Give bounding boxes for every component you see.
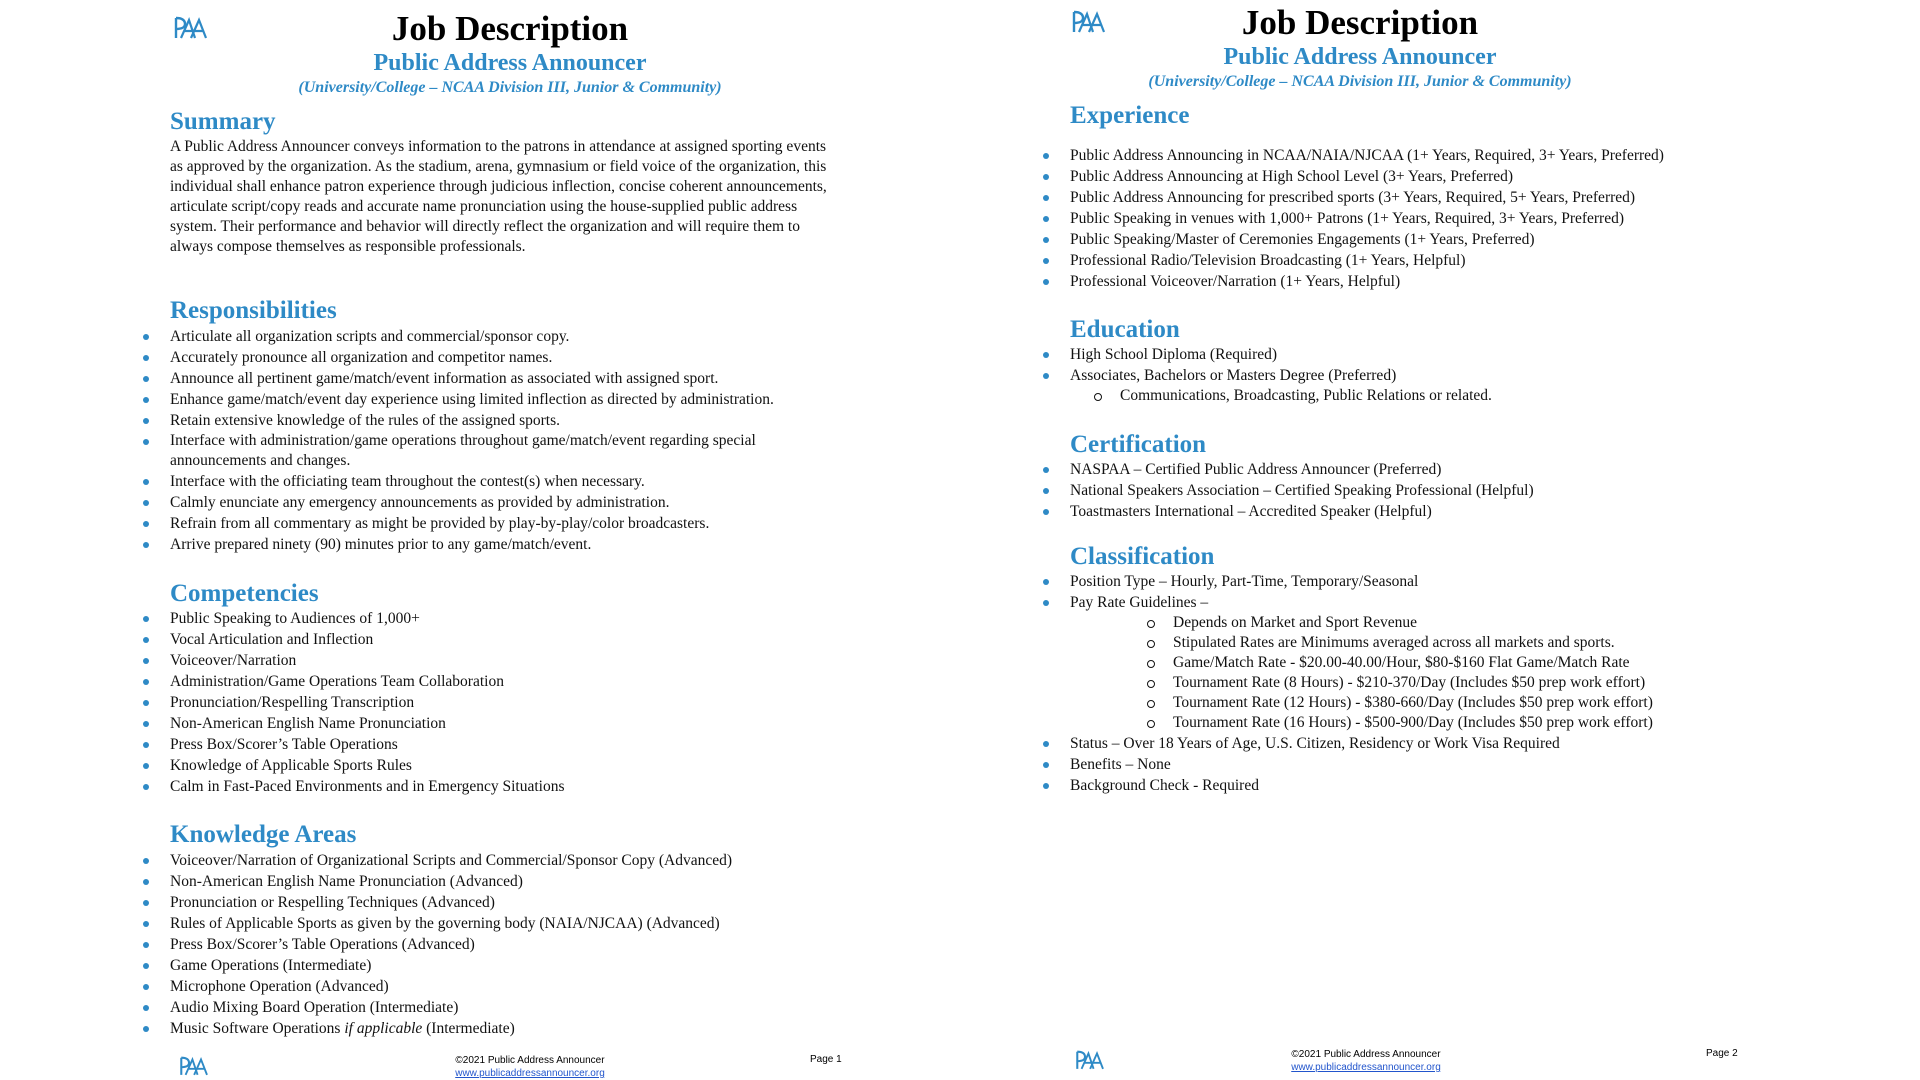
bullet-icon	[1043, 579, 1049, 585]
sub-list-item: Tournament Rate (12 Hours) - $380-660/Day (Includes $50 prep work effort)	[1173, 693, 1830, 713]
list-item: Public Address Announcing for prescribed sports (3+ Years, Required, 5+ Years, Preferred)	[1070, 187, 1830, 208]
page-number: Page 2	[1706, 1048, 1738, 1059]
section-title-classification: Classification	[1070, 543, 1215, 570]
list-item: Knowledge of Applicable Sports Rules	[170, 755, 860, 776]
bullet-icon	[143, 658, 149, 664]
bullet-icon	[1043, 762, 1049, 768]
list-item: Enhance game/match/event day experience using limited inflection as directed by administration.	[170, 389, 860, 410]
paa-footer-logo-icon	[1072, 1050, 1110, 1074]
education-sub-list	[1120, 386, 1830, 406]
bullet-icon	[1043, 237, 1049, 243]
list-item: Public Speaking to Audiences of 1,000+	[170, 608, 860, 629]
list-item: Audio Mixing Board Operation (Intermediate)	[170, 997, 870, 1018]
certification-list	[1070, 459, 1830, 522]
bullet-icon	[143, 376, 149, 382]
list-item: Pay Rate Guidelines – Depends on Market and Sport Revenue Stipulated Rates are Minimums averaged across all markets and sports. Game/Match Rate - $20.00-40.00/Hour, $80-$160 Flat Game/Match Rate Tournament Rate (8 Hours) - $210-370/Day (Includes $50 prep work effort) Tournament Rate (12 Hours) - $380-660/Day (Includes $50 prep work effort) Tournament Rate (16 Hours) - $500-900/Day (Includes $50 prep work effort)	[1070, 592, 1830, 733]
list-item: Microphone Operation (Advanced)	[170, 976, 870, 997]
website-link[interactable]: www.publicaddressannouncer.org	[455, 1068, 605, 1079]
bullet-icon	[1043, 488, 1049, 494]
summary-text: A Public Address Announcer conveys information to the patrons in attendance at assigned sporting events as approved by the organization. As the stadium, arena, gymnasium or field voice of the organization, this individual shall enhance patron experience through judicious inflection, concise coherent announcements, articulate script/copy reads and accurate name pronunciation using the house-supplied public address system. Their performance and behavior will directly reflect the organization and will require them to always compose themselves as responsible professionals.	[170, 138, 827, 255]
bullet-icon	[143, 637, 149, 643]
bullet-icon	[1043, 174, 1049, 180]
circle-bullet-icon	[1147, 640, 1155, 648]
bullet-icon	[1043, 467, 1049, 473]
list-item: National Speakers Association – Certified Speaking Professional (Helpful)	[1070, 480, 1830, 501]
document-title: Job Description	[391, 9, 629, 48]
paa-logo-icon	[173, 16, 211, 44]
bullet-icon	[143, 700, 149, 706]
list-item: Professional Voiceover/Narration (1+ Years, Helpful)	[1070, 271, 1830, 292]
bullet-icon	[143, 879, 149, 885]
bullet-icon	[1043, 279, 1049, 285]
knowledge-areas-list	[170, 850, 870, 1039]
list-item: Rules of Applicable Sports as given by the governing body (NAIA/NJCAA) (Advanced)	[170, 913, 870, 934]
bullet-icon	[143, 418, 149, 424]
sub-list-item: Communications, Broadcasting, Public Relations or related.	[1120, 386, 1830, 406]
job-title: Public Address Announcer	[1223, 44, 1497, 70]
bullet-icon	[1043, 258, 1049, 264]
bullet-icon	[1043, 216, 1049, 222]
copyright-text: ©2021 Public Address Announcer	[1291, 1049, 1441, 1060]
sub-list-item: Depends on Market and Sport Revenue	[1173, 613, 1830, 633]
list-item: Refrain from all commentary as might be provided by play-by-play/color broadcasters.	[170, 513, 860, 534]
list-item: Voiceover/Narration	[170, 650, 860, 671]
document-header	[1090, 4, 1630, 92]
list-item: Announce all pertinent game/match/event information as associated with assigned sport.	[170, 368, 860, 389]
bullet-icon	[143, 942, 149, 948]
sub-list-item: Stipulated Rates are Minimums averaged across all markets and sports.	[1173, 633, 1830, 653]
bullet-icon	[1043, 600, 1049, 606]
bullet-icon	[143, 763, 149, 769]
bullet-icon	[143, 397, 149, 403]
list-item: Professional Radio/Television Broadcasting (1+ Years, Helpful)	[1070, 250, 1830, 271]
list-item: Non-American English Name Pronunciation	[170, 713, 860, 734]
bullet-icon	[143, 334, 149, 340]
list-item: Public Address Announcing in NCAA/NAIA/NJCAA (1+ Years, Required, 3+ Years, Preferred)	[1070, 145, 1830, 166]
list-item: Public Address Announcing at High School Level (3+ Years, Preferred)	[1070, 166, 1830, 187]
list-item: Arrive prepared ninety (90) minutes prior to any game/match/event.	[170, 534, 860, 555]
bullet-icon	[143, 521, 149, 527]
section-title-competencies: Competencies	[170, 580, 319, 607]
bullet-icon	[1043, 195, 1049, 201]
document-header	[240, 10, 780, 98]
bullet-icon	[143, 742, 149, 748]
classification-list	[1070, 571, 1830, 796]
list-item: Pronunciation/Respelling Transcription	[170, 692, 860, 713]
circle-bullet-icon	[1147, 680, 1155, 688]
list-item: Associates, Bachelors or Masters Degree (Preferred) Communications, Broadcasting, Public Relations or related.	[1070, 365, 1830, 406]
list-item: Voiceover/Narration of Organizational Scripts and Commercial/Sponsor Copy (Advanced)	[170, 850, 870, 871]
list-item: NASPAA – Certified Public Address Announcer (Preferred)	[1070, 459, 1830, 480]
circle-bullet-icon	[1147, 620, 1155, 628]
list-item: Background Check - Required	[1070, 775, 1830, 796]
section-title-certification: Certification	[1070, 431, 1207, 458]
bullet-icon	[1043, 153, 1049, 159]
list-item: High School Diploma (Required)	[1070, 344, 1830, 365]
list-item: Benefits – None	[1070, 754, 1830, 775]
page-footer	[400, 1054, 660, 1080]
experience-list	[1070, 145, 1830, 292]
section-title-knowledge-areas: Knowledge Areas	[170, 821, 357, 848]
list-item: Toastmasters International – Accredited Speaker (Helpful)	[1070, 501, 1830, 522]
list-item: Public Speaking in venues with 1,000+ Patrons (1+ Years, Required, 3+ Years, Preferred)	[1070, 208, 1830, 229]
bullet-icon	[143, 679, 149, 685]
bullet-icon	[143, 542, 149, 548]
list-item: Game Operations (Intermediate)	[170, 955, 870, 976]
circle-bullet-icon	[1147, 700, 1155, 708]
list-item: Interface with the officiating team throughout the contest(s) when necessary.	[170, 471, 860, 492]
bullet-icon	[143, 963, 149, 969]
list-item: Vocal Articulation and Inflection	[170, 629, 860, 650]
list-item: Position Type – Hourly, Part-Time, Temporary/Seasonal	[1070, 571, 1830, 592]
bullet-icon	[143, 784, 149, 790]
sub-list-item: Tournament Rate (16 Hours) - $500-900/Day (Includes $50 prep work effort)	[1173, 713, 1830, 733]
bullet-icon	[1043, 373, 1049, 379]
education-list	[1070, 344, 1830, 406]
bullet-icon	[143, 1005, 149, 1011]
circle-bullet-icon	[1094, 393, 1102, 401]
list-item: Public Speaking/Master of Ceremonies Engagements (1+ Years, Preferred)	[1070, 229, 1830, 250]
list-item: Press Box/Scorer’s Table Operations (Advanced)	[170, 934, 870, 955]
list-item: Articulate all organization scripts and commercial/sponsor copy.	[170, 326, 860, 347]
job-tagline: (University/College – NCAA Division III, Junior & Community)	[1148, 73, 1572, 90]
list-item: Press Box/Scorer’s Table Operations	[170, 734, 860, 755]
website-link[interactable]: www.publicaddressannouncer.org	[1291, 1062, 1441, 1073]
page-number: Page 1	[810, 1054, 842, 1065]
bullet-icon	[143, 721, 149, 727]
sub-list-item: Tournament Rate (8 Hours) - $210-370/Day (Includes $50 prep work effort)	[1173, 673, 1830, 693]
section-title-summary: Summary	[170, 108, 276, 135]
list-item: Status – Over 18 Years of Age, U.S. Citizen, Residency or Work Visa Required	[1070, 733, 1830, 754]
job-title: Public Address Announcer	[373, 50, 647, 76]
list-item: Accurately pronounce all organization and competitor names.	[170, 347, 860, 368]
bullet-icon	[143, 479, 149, 485]
circle-bullet-icon	[1147, 660, 1155, 668]
copyright-text: ©2021 Public Address Announcer	[455, 1055, 605, 1066]
bullet-icon	[143, 858, 149, 864]
document-title: Job Description	[1241, 3, 1479, 42]
list-item: Calmly enunciate any emergency announcements as provided by administration.	[170, 492, 860, 513]
sub-list-item: Game/Match Rate - $20.00-40.00/Hour, $80-$160 Flat Game/Match Rate	[1173, 653, 1830, 673]
responsibilities-list	[170, 326, 860, 555]
bullet-icon	[143, 355, 149, 361]
bullet-icon	[143, 900, 149, 906]
bullet-icon	[143, 1026, 149, 1032]
circle-bullet-icon	[1147, 720, 1155, 728]
bullet-icon	[143, 500, 149, 506]
list-item: Music Software Operations if applicable (Intermediate)	[170, 1018, 870, 1039]
list-item: Non-American English Name Pronunciation (Advanced)	[170, 871, 870, 892]
bullet-icon	[143, 984, 149, 990]
page-2	[960, 0, 1920, 1080]
list-item: Pronunciation or Respelling Techniques (Advanced)	[170, 892, 870, 913]
job-tagline: (University/College – NCAA Division III, Junior & Community)	[298, 79, 722, 96]
bullet-icon	[1043, 352, 1049, 358]
list-item: Calm in Fast-Paced Environments and in Emergency Situations	[170, 776, 860, 797]
section-title-responsibilities: Responsibilities	[170, 297, 337, 324]
competencies-list	[170, 608, 860, 797]
section-title-experience: Experience	[1070, 102, 1190, 129]
list-item: Retain extensive knowledge of the rules of the assigned sports.	[170, 410, 860, 431]
list-item: Administration/Game Operations Team Collaboration	[170, 671, 860, 692]
pay-rate-sub-list	[1173, 613, 1830, 733]
bullet-icon	[143, 439, 149, 445]
section-title-education: Education	[1070, 316, 1180, 343]
bullet-icon	[1043, 783, 1049, 789]
bullet-icon	[143, 921, 149, 927]
bullet-icon	[143, 616, 149, 622]
list-item: Interface with administration/game operations throughout game/match/event regarding special announcements and changes.	[170, 431, 830, 471]
bullet-icon	[1043, 741, 1049, 747]
bullet-icon	[1043, 509, 1049, 515]
page-footer	[1236, 1048, 1496, 1074]
paa-footer-logo-icon	[176, 1056, 214, 1080]
